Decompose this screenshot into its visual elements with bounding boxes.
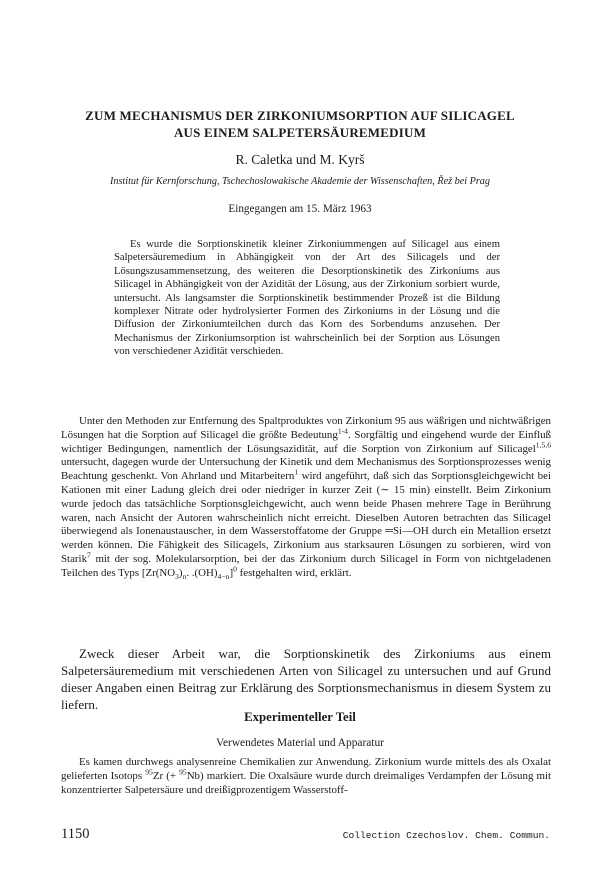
article-title: [40, 107, 560, 141]
text-run: ): [178, 566, 183, 579]
subsection-heading: Verwendetes Material und Apparatur: [216, 737, 384, 749]
citation-ref: 1-4: [337, 426, 348, 436]
text-run: Zr (+: [152, 769, 180, 782]
text-run: ]: [229, 566, 234, 579]
text-run: Nb) markiert. Die Oxalsäure wurde durch dreimaliges Verdampfen der Lösung mit konzentrierter Salpetersäure und dreißigprozentigem Wasserstoff-: [61, 769, 552, 796]
journal-footer: Collection Czechoslov. Chem. Commun.: [342, 830, 550, 841]
aim-paragraph: Zweck dieser Arbeit war, die Sorptionskinetik des Zirkoniums aus einem Salpetersäuremedium mit verschiedenen Arten von Silicagel zu untersuchen und auf Grund dieser Angaben einen Beitrag zur Erklärung des Sorptionsmechanismus in diesem System zu liefern.: [61, 646, 551, 712]
citation-ref: 1,5,6: [535, 439, 551, 449]
text-run: festgehalten wird, erklärt.: [236, 566, 352, 579]
page-number: 1150: [61, 826, 90, 842]
affiliation: Institut für Kernforschung, Tschechoslowakische Akademie der Wissenschaften, Řež bei Prag: [109, 176, 490, 187]
article-title-line-2: AUS EINEM SALPETERSÄUREMEDIUM: [173, 125, 427, 140]
authors: R. Caletka und M. Kyrš: [235, 152, 365, 167]
intro-paragraph: [61, 415, 551, 581]
formula-superscript: 0: [233, 564, 237, 574]
methods-paragraph: [61, 756, 551, 797]
text-run: Unter den Methoden zur Entfernung des Spaltproduktes von Zirkonium 95 aus wäßrigen und nichtwäßrigen Lösungen hat die Sorption auf Silicagel die größte Bedeutung: [61, 415, 551, 441]
formula-subscript: 4−n: [217, 571, 230, 581]
text-run: . Sorgfältig und eingehend wurde der Einfluß wichtiger Bedingungen, namentlich der Lösungsazidität, auf die Sorption von Zirkonium auf Silicagel: [61, 428, 552, 455]
article-title-line-1: ZUM MECHANISMUS DER ZIRKONIUMSORPTION AUF SILICAGEL: [85, 108, 515, 123]
isotope-mass-number: 95: [145, 767, 153, 777]
citation-ref: 1: [294, 467, 299, 477]
isotope-mass-number: 95: [179, 767, 187, 777]
text-run: Es kamen durchwegs analysenreine Chemikalien zur Anwendung. Zirkonium wurde mittels des als Oxalat gelieferten Isotops: [61, 756, 551, 782]
text-run: mit der sog. Molekularsorption, bei der das Zirkonium durch Silicagel in Form von nichtgeladenen Teilchen des Typs [Zr(NO: [61, 552, 551, 579]
abstract: Es wurde die Sorptionskinetik kleiner Zirkoniummengen auf Silicagel aus einem Salpetersäuremedium in Abhängigkeit von der Art des Silicagels und der Lösungszusammensetzung, des weiteren die Desorptionskinetik des Zirkoniums aus Silicagel in Abhängigkeit von der Azidität der Lösung, aus der Zirkonium sorbiert wurde, untersucht. Als langsamster die Sorptionskinetik bestimmender Prozeß ist die Bildung komplexer Nitrate oder hydrolysierter Formen des Zirkoniums in der Lösung und die Diffusion der Zirkoniumteilchen durch das Korn des Sorbendums anzusehen. Der Mechanismus der Zirkoniumsorption ist wahrscheinlich bei der Sorption aus Lösungen von verschiedener Azidität verschieden.: [114, 239, 500, 358]
text-run: . .(OH): [186, 566, 218, 579]
formula-subscript: 3: [175, 571, 179, 581]
text-run: wird angeführt, daß sich das Sorptionsgleichgewicht bei Kationen mit einer Ladung gleich drei oder niedriger in kurzer Zeit (∼ 15 min) einstellt. Beim Zirkonium wurde jedoch das tatsächliche Sorptionsgleichgewicht, auch wenn beide Phasen mehrere Tage in Berührung waren, nach Ansicht der Autoren wahrscheinlich nicht erreicht. Dieselben Autoren betrachten das Silicagel überwiegend als Ionenaustauscher, in dem Wasserstoffatome der Gruppe ═Si—OH durch ein Metallion ersetzt werden können. Die Fähigkeit des Silicagels, Zirkonium aus starksauren Lösungen zu sorbieren, wird von Starik: [61, 470, 551, 565]
received-date: Eingegangen am 15. März 1963: [228, 203, 372, 215]
formula-subscript: n: [182, 571, 187, 581]
citation-ref: 7: [87, 550, 91, 560]
section-heading: Experimenteller Teil: [244, 710, 356, 724]
text-run: untersucht, dagegen wurde der Untersuchung der Kinetik und dem Mechanismus des Sorptionsprozesses wenig Beachtung geschenkt. Von Ahrland und Mitarbeitern: [61, 456, 551, 483]
